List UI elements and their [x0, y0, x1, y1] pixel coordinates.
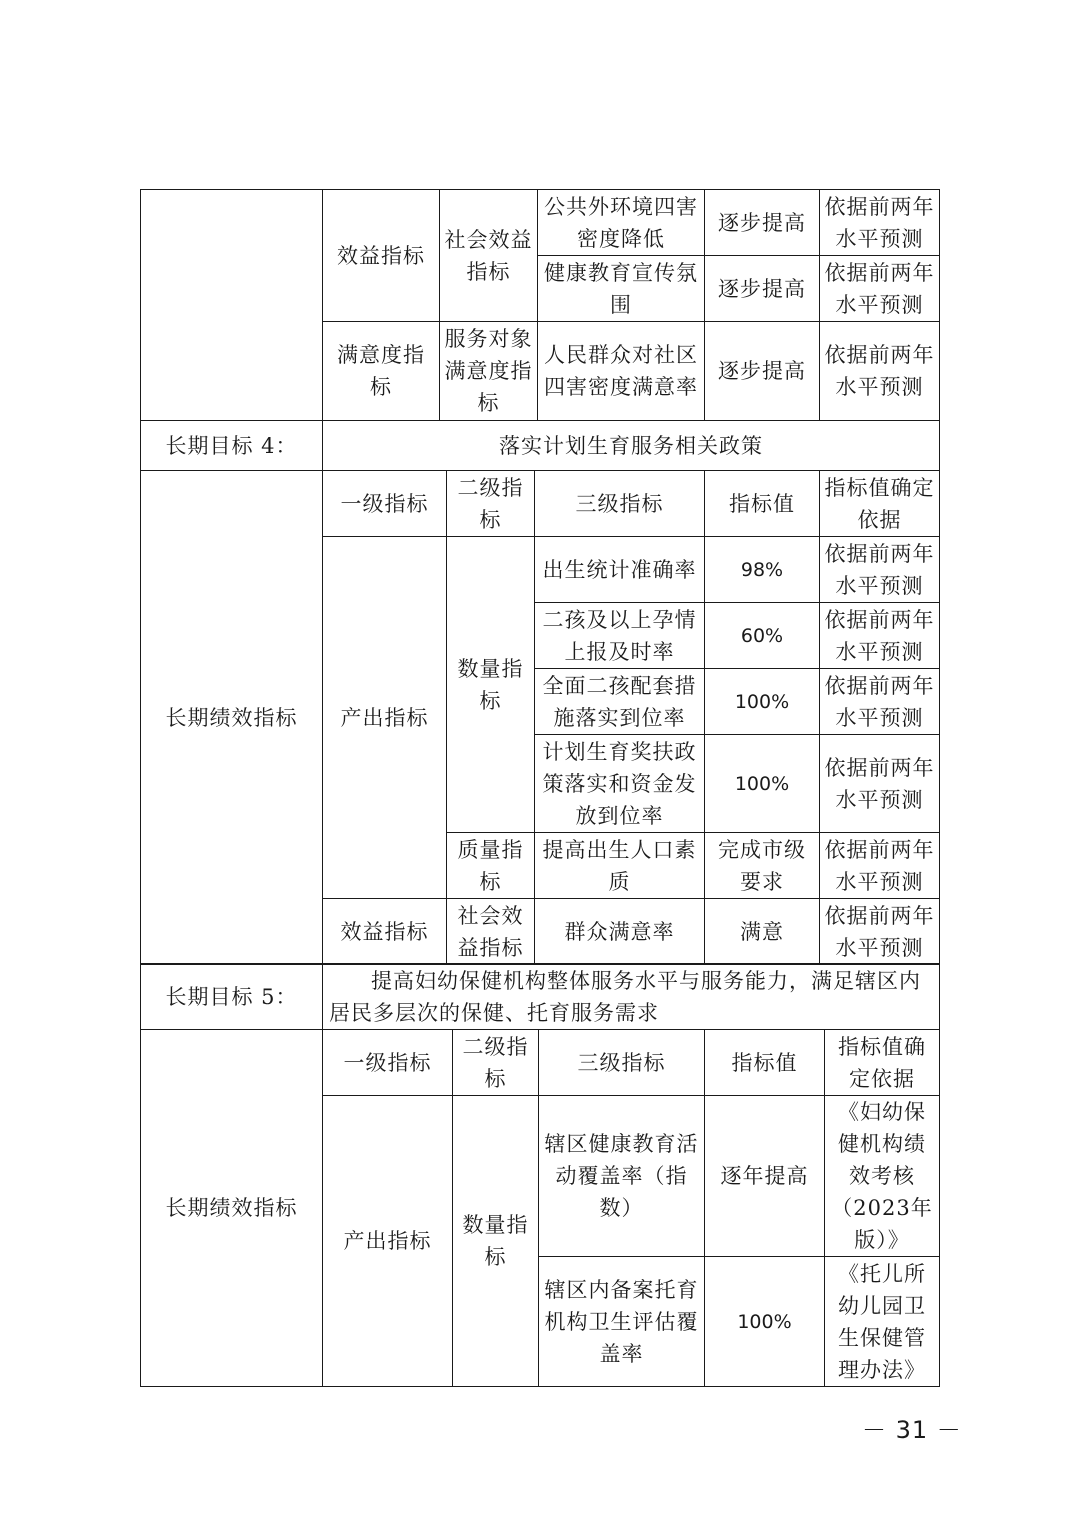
basis-cell: 依据前两年水平预测 — [820, 322, 940, 421]
value-cell: 100% — [705, 1257, 825, 1387]
header-level3: 三级指标 — [535, 471, 705, 537]
indicator-cell: 公共外环境四害密度降低 — [538, 190, 705, 256]
goal4-table — [140, 420, 940, 965]
level1-output: 产出指标 — [323, 537, 447, 899]
value-cell: 逐步提高 — [705, 190, 820, 256]
level1-satisfaction: 满意度指标 — [323, 322, 440, 421]
header-value: 指标值 — [705, 471, 820, 537]
indicator-cell: 辖区健康教育活动覆盖率（指数） — [539, 1096, 705, 1257]
basis-cell: 依据前两年水平预测 — [820, 899, 940, 965]
level1-benefit: 效益指标 — [323, 190, 440, 322]
header-level1: 一级指标 — [323, 471, 447, 537]
indicator-cell: 全面二孩配套措施落实到位率 — [535, 669, 705, 735]
level1-benefit: 效益指标 — [323, 899, 447, 965]
value-cell: 逐步提高 — [705, 256, 820, 322]
value-cell: 完成市级要求 — [705, 833, 820, 899]
value-cell: 100% — [705, 735, 820, 833]
level2-quality: 质量指标 — [447, 833, 535, 899]
basis-cell: 依据前两年水平预测 — [820, 833, 940, 899]
value-cell: 100% — [705, 669, 820, 735]
header-basis: 指标值确定依据 — [825, 1030, 940, 1096]
value-cell: 逐步提高 — [705, 322, 820, 421]
indicator-cell: 辖区内备案托育机构卫生评估覆盖率 — [539, 1257, 705, 1387]
header-level2: 二级指标 — [447, 471, 535, 537]
goal5-text — [323, 964, 940, 1030]
indicator-cell: 健康教育宣传氛围 — [538, 256, 705, 322]
indicator-cell: 群众满意率 — [535, 899, 705, 965]
goal4-label: 长期目标 4： — [141, 421, 323, 471]
header-level2: 二级指标 — [453, 1030, 539, 1096]
basis-cell: 依据前两年水平预测 — [820, 190, 940, 256]
basis-cell: 依据前两年水平预测 — [820, 603, 940, 669]
header-level1: 一级指标 — [323, 1030, 453, 1096]
level2-service-satisfaction: 服务对象满意度指标 — [440, 322, 538, 421]
indicator-cell: 二孩及以上孕情上报及时率 — [535, 603, 705, 669]
goal5-label: 长期目标 5： — [141, 964, 323, 1030]
value-cell: 98% — [705, 537, 820, 603]
level2-quantity: 数量指标 — [453, 1096, 539, 1387]
basis-cell: 依据前两年水平预测 — [820, 669, 940, 735]
indicator-cell: 提高出生人口素质 — [535, 833, 705, 899]
basis-cell: 《妇幼保健机构绩效考核（2023年版）》 — [825, 1096, 940, 1257]
indicator-cell: 人民群众对社区四害密度满意率 — [538, 322, 705, 421]
level1-output: 产出指标 — [323, 1096, 453, 1387]
value-cell: 60% — [705, 603, 820, 669]
header-basis: 指标值确定依据 — [820, 471, 940, 537]
header-level3: 三级指标 — [539, 1030, 705, 1096]
level2-social-benefit: 社会效益指标 — [440, 190, 538, 322]
header-value: 指标值 — [705, 1030, 825, 1096]
page-number: － 31 － — [862, 1416, 962, 1444]
basis-cell: 依据前两年水平预测 — [820, 735, 940, 833]
basis-cell: 依据前两年水平预测 — [820, 537, 940, 603]
basis-cell: 依据前两年水平预测 — [820, 256, 940, 322]
indicator-table-continuation — [140, 189, 940, 421]
indicator-cell: 出生统计准确率 — [535, 537, 705, 603]
level2-social-benefit: 社会效益指标 — [447, 899, 535, 965]
basis-cell: 《托儿所幼儿园卫生保健管理办法》 — [825, 1257, 940, 1387]
value-cell: 满意 — [705, 899, 820, 965]
value-cell: 逐年提高 — [705, 1096, 825, 1257]
level2-quantity: 数量指标 — [447, 537, 535, 833]
long-term-indicators-label: 长期绩效指标 — [141, 471, 323, 965]
indicator-cell: 计划生育奖扶政策落实和资金发放到位率 — [535, 735, 705, 833]
goal5-text-content: 提高妇幼保健机构整体服务水平与服务能力，满足辖区内居民多层次的保健、托育服务需求 — [329, 968, 921, 1025]
goal4-text: 落实计划生育服务相关政策 — [323, 421, 940, 471]
blank-cell — [141, 190, 323, 421]
goal5-table — [140, 963, 940, 1387]
long-term-indicators-label: 长期绩效指标 — [141, 1030, 323, 1387]
